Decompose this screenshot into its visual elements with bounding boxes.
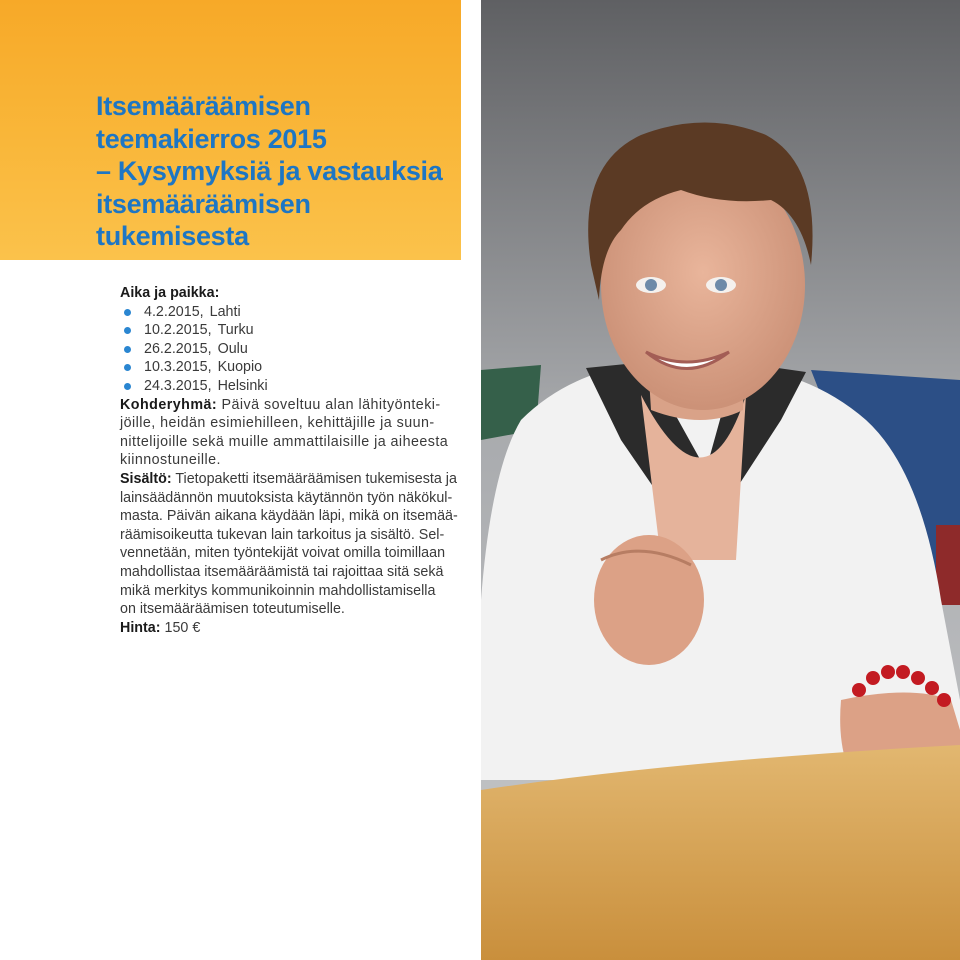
content-text: on itsemääräämisen toteutumiselle.	[120, 601, 345, 618]
content-label: Sisältö:	[120, 470, 172, 487]
content-text: lainsäädännön muutoksista käytännön työn näkökul-	[120, 489, 453, 506]
price-line	[120, 619, 465, 638]
content-text: vennetään, miten työntekijät voivat omilla toimillaan	[120, 545, 446, 562]
content-text: mahdollistaa itsemääräämistä tai rajoittaa sitä sekä	[120, 563, 444, 580]
schedule-list	[120, 303, 465, 396]
schedule-date: 10.2.2015,	[144, 322, 212, 339]
title-line: tukemisesta	[96, 221, 249, 251]
schedule-item	[120, 377, 465, 396]
schedule-label: Aika ja paikka:	[120, 285, 220, 301]
title-line: itsemääräämisen	[96, 188, 311, 219]
schedule-city: Helsinki	[217, 377, 268, 394]
audience-text: Päivä soveltuu alan lähityönteki-	[217, 396, 441, 413]
schedule-city: Turku	[217, 322, 254, 339]
portrait-illustration	[481, 0, 960, 960]
audience-text: kiinnostuneille.	[120, 452, 221, 469]
schedule-date: 26.2.2015,	[144, 340, 212, 357]
schedule-date: 24.3.2015,	[144, 377, 212, 394]
portrait-photo	[481, 0, 960, 960]
page-title	[96, 90, 456, 253]
content-text: Tietopaketti itsemääräämisen tukemisesta ja	[171, 470, 457, 487]
schedule-item	[120, 340, 465, 359]
schedule-city: Kuopio	[217, 359, 263, 376]
schedule-city: Oulu	[217, 340, 248, 357]
audience-text: jöille, heidän esimiehilleen, kehittäjille ja suun-	[120, 415, 435, 432]
content-text: räämisoikeutta tukevan lain tarkoitus ja sisältö. Sel-	[120, 526, 445, 543]
title-line: Itsemääräämisen	[96, 91, 311, 121]
schedule-item	[120, 358, 465, 377]
schedule-item	[120, 303, 465, 322]
price-label: Hinta:	[120, 619, 161, 636]
title-line: – Kysymyksiä ja vastauksia	[96, 156, 443, 186]
audience-label: Kohderyhmä:	[120, 396, 218, 413]
schedule-date: 10.3.2015,	[144, 359, 212, 376]
price-value: 150 €	[160, 619, 201, 636]
title-line: teemakierros 2015	[96, 123, 327, 154]
audience-paragraph	[120, 396, 465, 470]
content-text: masta. Päivän aikana käydään läpi, mikä on itsemää-	[120, 508, 458, 525]
event-info	[120, 284, 465, 637]
schedule-date: 4.2.2015,	[144, 303, 204, 320]
schedule-city: Lahti	[209, 303, 241, 320]
schedule-item	[120, 321, 465, 340]
audience-text: nittelijoille sekä muille ammattilaisille ja aiheesta	[120, 433, 449, 450]
content-paragraph	[120, 470, 465, 619]
content-text: mikä merkitys kommunikoinnin mahdollistamisella	[120, 582, 436, 599]
